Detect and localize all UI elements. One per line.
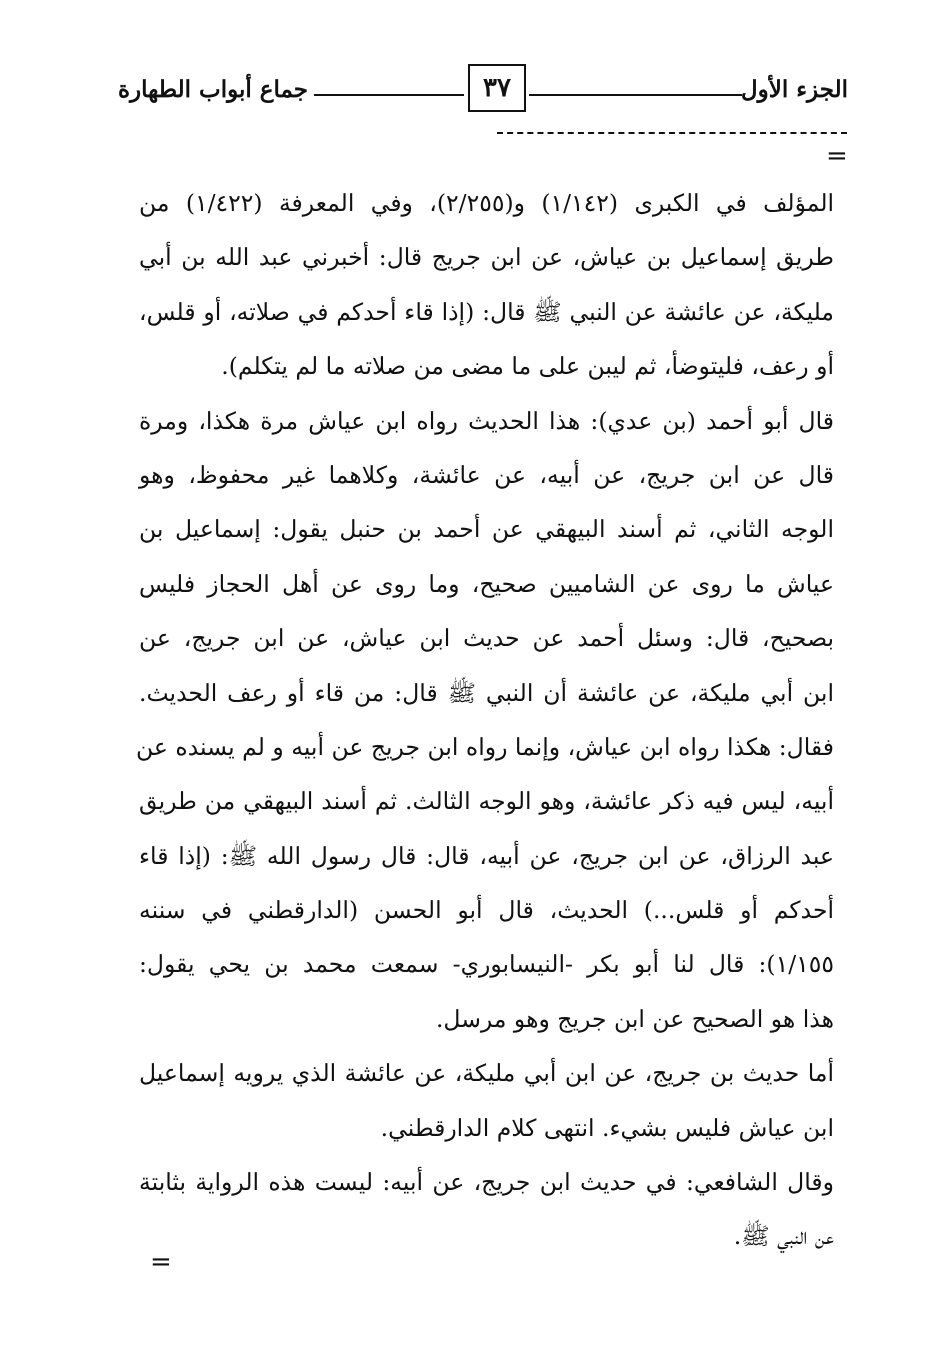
- text-line: عبد الرزاق، عن ابن جريج، عن أبيه، قال: قال رسول الله ﷺ: (إذا قاء: [139, 841, 834, 870]
- paragraph-4: [139, 1155, 834, 1264]
- text-line: ١/١٥٥): قال لنا أبو بكر -النيسابوري- سمعت محمد بن يحي يقول:: [139, 950, 834, 979]
- continuation-mark-top: =: [826, 141, 848, 171]
- paragraph-1: [139, 176, 834, 394]
- volume-label: الجزء الأول: [740, 76, 848, 103]
- text-line: أما حديث بن جريج، عن ابن أبي مليكة، عن عائشة الذي يرويه إسماعيل: [139, 1059, 834, 1088]
- text-line: أبيه، ليس فيه ذكر عائشة، وهو الوجه الثالث. ثم أسند البيهقي من طريق: [139, 787, 834, 816]
- text-line: قال أبو أحمد (بن عدي): هذا الحديث رواه ابن عياش مرة هكذا، ومرة: [139, 406, 834, 435]
- section-title: جماع أبواب الطهارة: [118, 76, 309, 103]
- text-line: أحدكم أو قلس...) الحديث، قال أبو الحسن (الدارقطني في سننه: [139, 896, 834, 925]
- paragraph-2: [136, 394, 834, 1047]
- page-number: ٣٧: [468, 64, 526, 112]
- text-line: قال عن ابن جريج، عن أبيه، عن عائشة، وكلاهما غير محفوظ، وهو: [139, 460, 834, 489]
- header-rule-right: [529, 94, 742, 96]
- text-line: ابن عياش فليس بشيء. انتهى كلام الدارقطني.: [380, 1113, 834, 1142]
- text-line: طريق إسماعيل بن عياش، عن ابن جريج قال: أخبرني عبد الله بن أبي: [139, 243, 834, 272]
- text-line: بصحيح، قال: وسئل أحمد عن حديث ابن عياش، عن ابن جريج، عن: [139, 624, 834, 653]
- text-line: المؤلف في الكبرى (١/١٤٢) و(٢/٢٥٥)، وفي المعرفة (١/٤٢٢) من: [139, 189, 835, 217]
- text-line: وقال الشافعي: في حديث ابن جريج، عن أبيه: ليست هذه الرواية بثابتة: [139, 1168, 834, 1197]
- page-header: [118, 60, 848, 120]
- text-line: عياش ما روى عن الشاميين صحيح، وما روى عن أهل الحجاز فليس: [139, 569, 834, 598]
- continuation-mark-bottom: =: [150, 1247, 172, 1277]
- text-line: ابن أبي مليكة، عن عائشة أن النبي ﷺ قال: من قاء أو رعف الحديث.: [139, 678, 834, 707]
- footnote-separator-rule: [497, 132, 847, 134]
- text-line: أو رعف، فليتوضأ، ثم ليبن على ما مضى من صلاته ما لم يتكلم).: [221, 352, 834, 381]
- text-line: هذا هو الصحيح عن ابن جريج وهو مرسل.: [435, 1004, 834, 1033]
- paragraph-3: [139, 1046, 834, 1155]
- header-rule-left: [314, 94, 464, 96]
- text-line: عن النبي ﷺ.: [733, 1222, 834, 1251]
- text-line: مليكة، عن عائشة عن النبي ﷺ قال: (إذا قاء أحدكم في صلاته، أو قلس،: [139, 297, 834, 326]
- text-line: الوجه الثاني، ثم أسند البيهقي عن أحمد بن حنبل يقول: إسماعيل بن: [139, 515, 834, 544]
- text-line: فقال: هكذا رواه ابن عياش، وإنما رواه ابن جريج عن أبيه و لم يسنده عن: [136, 732, 834, 761]
- footnote-body: [136, 176, 835, 1264]
